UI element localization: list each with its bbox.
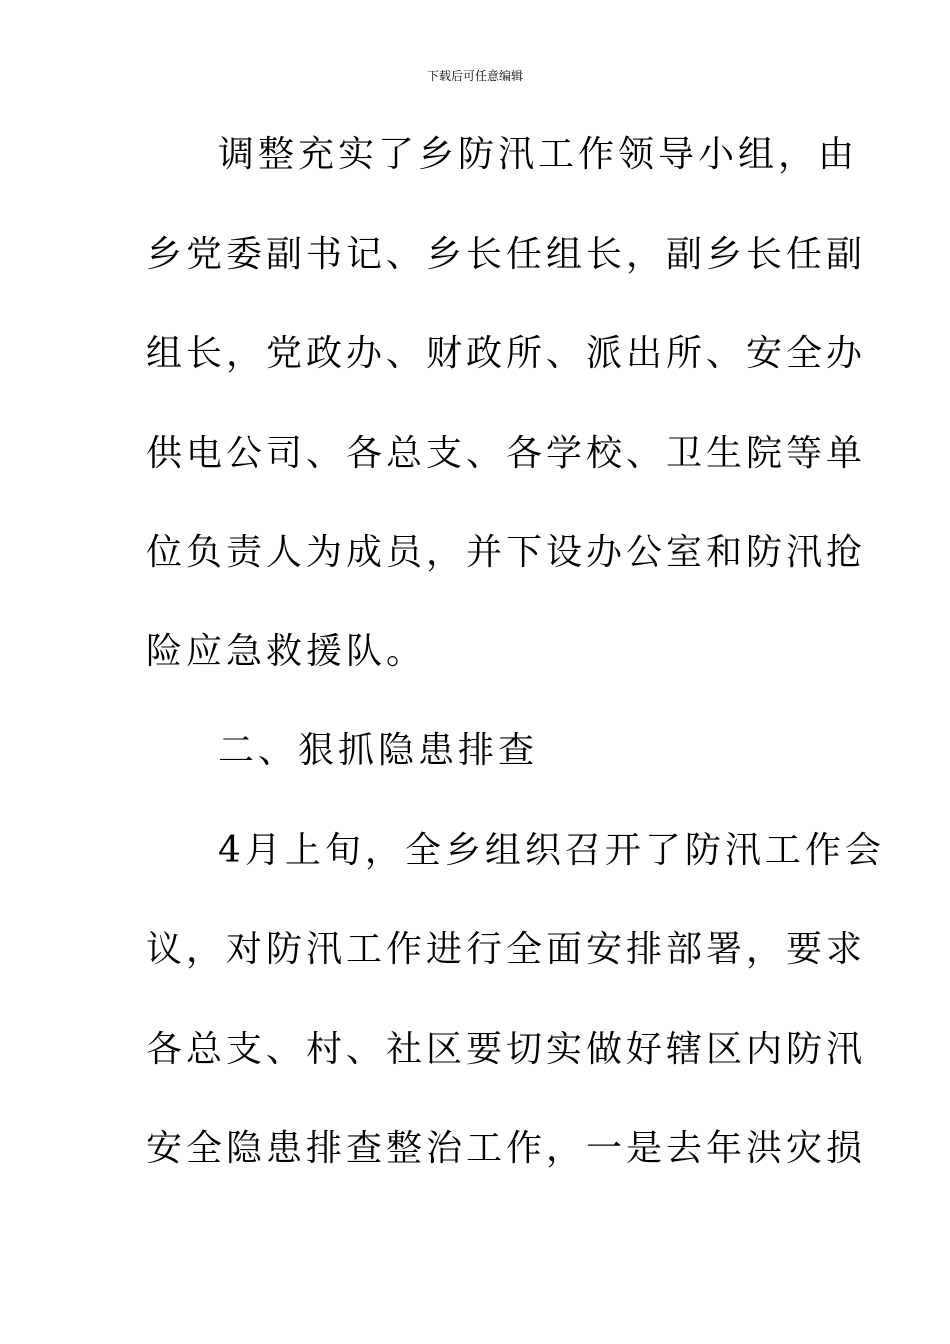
section-heading: 二、狠抓隐患排查	[218, 730, 539, 771]
paragraph-line-6: 险应急救援队。	[146, 631, 427, 672]
paragraph-line-10: 各总支、村、社区要切实做好辖区内防汛	[146, 1029, 867, 1070]
page-header: 下载后可任意编辑	[426, 69, 523, 83]
paragraph-line-11: 安全隐患排查整治工作，一是去年洪灾损	[146, 1128, 867, 1169]
paragraph-line-3: 组长，党政办、财政所、派出所、安全办	[146, 333, 867, 374]
paragraph-line-1: 调整充实了乡防汛工作领导小组，由	[218, 134, 859, 175]
paragraph-line-8: 4月上旬，全乡组织召开了防汛工作会	[218, 830, 885, 871]
paragraph-line-5: 位负责人为成员，并下设办公室和防汛抢	[146, 532, 867, 573]
paragraph-line-4: 供电公司、各总支、各学校、卫生院等单	[146, 433, 867, 474]
paragraph-line-9: 议，对防汛工作进行全面安排部署，要求	[146, 929, 867, 970]
paragraph-line-2: 乡党委副书记、乡长任组长，副乡长任副	[146, 234, 867, 275]
